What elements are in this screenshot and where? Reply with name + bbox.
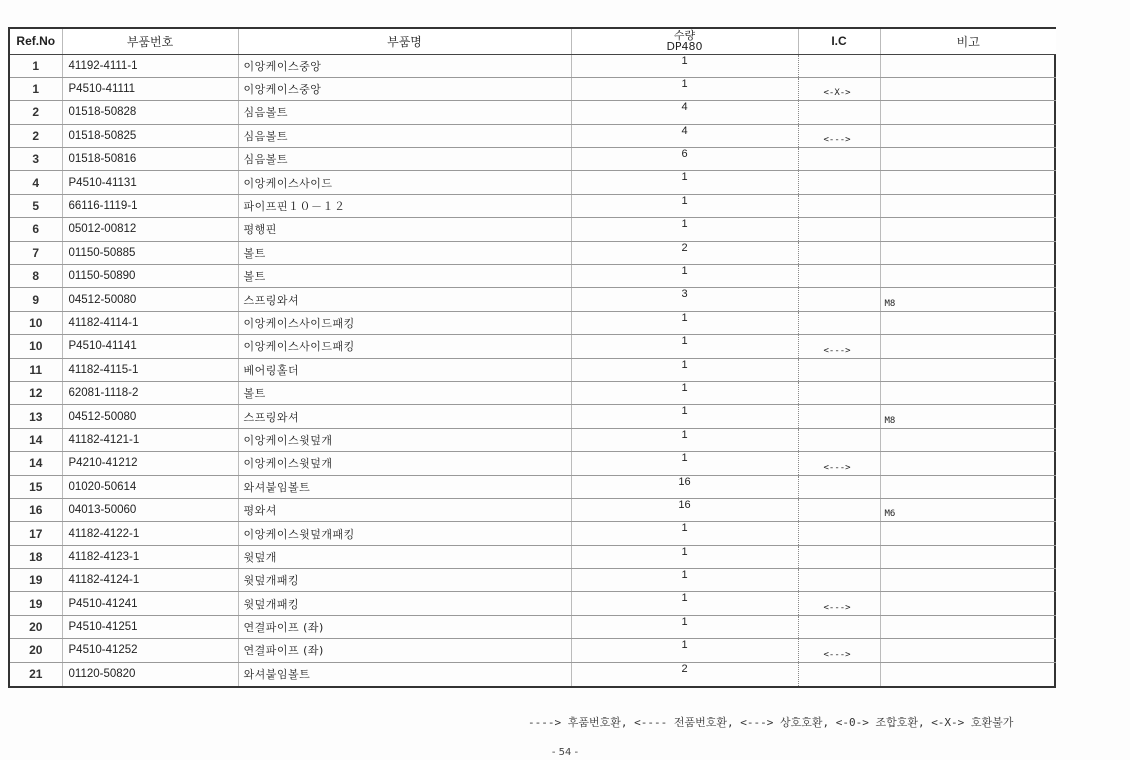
interchange-cell: [798, 475, 880, 498]
interchange-cell: [798, 615, 880, 638]
table-row: [10, 194, 1056, 217]
part-number-cell: 04512-50080: [62, 288, 238, 311]
part-number-cell: 01150-50885: [62, 241, 238, 264]
header-part-name: 부품명: [238, 29, 571, 54]
quantity-cell: 1: [571, 405, 798, 428]
part-number-cell: 66116-1119-1: [62, 194, 238, 217]
quantity-cell: 1: [571, 545, 798, 568]
part-name-cell: 이앙케이스사이드: [238, 171, 571, 194]
part-number-cell: 41182-4124-1: [62, 569, 238, 592]
part-number-cell: P4510-41111: [62, 77, 238, 100]
remarks-cell: [880, 662, 1056, 685]
remarks-cell: [880, 101, 1056, 124]
remarks-cell: [880, 592, 1056, 615]
header-part-number: 부품번호: [62, 29, 238, 54]
table-row: [10, 405, 1056, 428]
ref-no-cell: 3: [10, 148, 62, 171]
quantity-cell: 1: [571, 335, 798, 358]
quantity-cell: 16: [571, 475, 798, 498]
interchange-cell: <--->: [798, 639, 880, 662]
interchange-cell: [798, 428, 880, 451]
table-row: [10, 124, 1056, 147]
interchange-cell: [798, 381, 880, 404]
quantity-cell: 1: [571, 452, 798, 475]
ref-no-cell: 2: [10, 124, 62, 147]
part-name-cell: 평와셔: [238, 498, 571, 521]
part-number-cell: 01518-50828: [62, 101, 238, 124]
part-name-cell: 이앙케이스윗덮개패킹: [238, 522, 571, 545]
page-number: - 54 -: [551, 747, 579, 758]
interchange-cell: <--->: [798, 335, 880, 358]
ref-no-cell: 9: [10, 288, 62, 311]
ref-no-cell: 13: [10, 405, 62, 428]
interchange-cell: [798, 265, 880, 288]
remarks-cell: [880, 428, 1056, 451]
part-number-cell: 04013-50060: [62, 498, 238, 521]
table-row: [10, 639, 1056, 662]
interchange-cell: [798, 358, 880, 381]
quantity-cell: 1: [571, 77, 798, 100]
ref-no-cell: 20: [10, 639, 62, 662]
ref-no-cell: 8: [10, 265, 62, 288]
quantity-cell: 1: [571, 592, 798, 615]
quantity-cell: 1: [571, 218, 798, 241]
ref-no-cell: 11: [10, 358, 62, 381]
table-row: [10, 662, 1056, 685]
part-number-cell: 01020-50614: [62, 475, 238, 498]
table-row: [10, 381, 1056, 404]
part-name-cell: 와셔붙임볼트: [238, 662, 571, 685]
interchange-cell: [798, 241, 880, 264]
quantity-cell: 1: [571, 54, 798, 77]
part-name-cell: 이앙케이스윗덮개: [238, 452, 571, 475]
part-name-cell: 스프링와셔: [238, 288, 571, 311]
part-number-cell: P4510-41251: [62, 615, 238, 638]
interchange-cell: [798, 498, 880, 521]
quantity-cell: 1: [571, 194, 798, 217]
interchange-cell: [798, 311, 880, 334]
interchange-cell: <-X->: [798, 77, 880, 100]
ref-no-cell: 7: [10, 241, 62, 264]
part-name-cell: 심음볼트: [238, 101, 571, 124]
part-name-cell: 파이프핀１０－１２: [238, 194, 571, 217]
table-row: [10, 452, 1056, 475]
remarks-cell: [880, 545, 1056, 568]
header-quantity: [571, 29, 798, 54]
interchange-cell: [798, 522, 880, 545]
remarks-cell: [880, 381, 1056, 404]
part-name-cell: 연결파이프 (좌): [238, 615, 571, 638]
interchange-cell: <--->: [798, 592, 880, 615]
remarks-cell: [880, 194, 1056, 217]
remarks-cell: [880, 522, 1056, 545]
part-name-cell: 연결파이프 (좌): [238, 639, 571, 662]
interchange-cell: [798, 194, 880, 217]
table-row: [10, 288, 1056, 311]
table-row: [10, 428, 1056, 451]
table-row: [10, 522, 1056, 545]
header-interchange: I.C: [798, 29, 880, 54]
ref-no-cell: 6: [10, 218, 62, 241]
table-row: [10, 335, 1056, 358]
part-number-cell: 41192-4111-1: [62, 54, 238, 77]
quantity-cell: 1: [571, 615, 798, 638]
interchange-cell: [798, 662, 880, 685]
part-number-cell: 01120-50820: [62, 662, 238, 685]
part-name-cell: 평행핀: [238, 218, 571, 241]
remarks-cell: [880, 218, 1056, 241]
part-name-cell: 볼트: [238, 241, 571, 264]
part-name-cell: 윗덮개패킹: [238, 592, 571, 615]
ref-no-cell: 19: [10, 592, 62, 615]
quantity-cell: 1: [571, 358, 798, 381]
part-number-cell: 62081-1118-2: [62, 381, 238, 404]
remarks-cell: M6: [880, 498, 1056, 521]
remarks-cell: [880, 241, 1056, 264]
table-row: [10, 77, 1056, 100]
parts-table-body: [10, 54, 1056, 686]
ref-no-cell: 2: [10, 101, 62, 124]
ref-no-cell: 4: [10, 171, 62, 194]
remarks-cell: [880, 452, 1056, 475]
parts-table: [10, 29, 1056, 686]
ref-no-cell: 5: [10, 194, 62, 217]
part-number-cell: 04512-50080: [62, 405, 238, 428]
part-name-cell: 이앙케이스중앙: [238, 77, 571, 100]
table-row: [10, 498, 1056, 521]
table-row: [10, 54, 1056, 77]
quantity-cell: 6: [571, 148, 798, 171]
table-header-row: [10, 29, 1056, 54]
quantity-cell: 1: [571, 265, 798, 288]
remarks-cell: [880, 475, 1056, 498]
interchange-cell: [798, 405, 880, 428]
part-name-cell: 심음볼트: [238, 124, 571, 147]
header-ref-no: Ref.No: [10, 29, 62, 54]
interchange-cell: [798, 54, 880, 77]
quantity-cell: 1: [571, 428, 798, 451]
remarks-cell: [880, 148, 1056, 171]
part-name-cell: 스프링와셔: [238, 405, 571, 428]
table-row: [10, 241, 1056, 264]
table-row: [10, 101, 1056, 124]
ref-no-cell: 16: [10, 498, 62, 521]
quantity-cell: 3: [571, 288, 798, 311]
remarks-cell: [880, 171, 1056, 194]
quantity-cell: 4: [571, 124, 798, 147]
ref-no-cell: 14: [10, 428, 62, 451]
ref-no-cell: 18: [10, 545, 62, 568]
ref-no-cell: 17: [10, 522, 62, 545]
table-row: [10, 545, 1056, 568]
part-number-cell: P4510-41252: [62, 639, 238, 662]
remarks-cell: [880, 358, 1056, 381]
part-number-cell: 01150-50890: [62, 265, 238, 288]
ref-no-cell: 15: [10, 475, 62, 498]
ref-no-cell: 1: [10, 54, 62, 77]
quantity-cell: 1: [571, 639, 798, 662]
interchange-cell: [798, 218, 880, 241]
table-row: [10, 615, 1056, 638]
part-name-cell: 윗덮개패킹: [238, 569, 571, 592]
table-row: [10, 218, 1056, 241]
part-number-cell: 41182-4123-1: [62, 545, 238, 568]
table-row: [10, 569, 1056, 592]
part-name-cell: 심음볼트: [238, 148, 571, 171]
table-row: [10, 475, 1056, 498]
header-quantity-model: DP480: [666, 40, 703, 54]
part-number-cell: P4510-41131: [62, 171, 238, 194]
part-name-cell: 이앙케이스윗덮개: [238, 428, 571, 451]
quantity-cell: 1: [571, 171, 798, 194]
remarks-cell: [880, 311, 1056, 334]
part-name-cell: 베어링홀더: [238, 358, 571, 381]
remarks-cell: [880, 124, 1056, 147]
remarks-cell: M8: [880, 288, 1056, 311]
quantity-cell: 2: [571, 241, 798, 264]
ref-no-cell: 12: [10, 381, 62, 404]
part-name-cell: 볼트: [238, 381, 571, 404]
quantity-cell: 16: [571, 498, 798, 521]
quantity-cell: 4: [571, 101, 798, 124]
interchange-cell: <--->: [798, 124, 880, 147]
part-number-cell: 41182-4114-1: [62, 311, 238, 334]
parts-table-frame: [8, 27, 1056, 688]
interchange-legend: ----> 후품번호환, <---- 전품번호환, <---> 상호호환, <-0-> 조합호환, <-X-> 호환불가: [528, 716, 1014, 729]
ref-no-cell: 10: [10, 311, 62, 334]
header-quantity-label: 수량: [673, 29, 696, 43]
table-row: [10, 148, 1056, 171]
part-number-cell: P4510-41241: [62, 592, 238, 615]
quantity-cell: 1: [571, 381, 798, 404]
part-number-cell: 01518-50816: [62, 148, 238, 171]
remarks-cell: [880, 569, 1056, 592]
remarks-cell: M8: [880, 405, 1056, 428]
interchange-cell: <--->: [798, 452, 880, 475]
quantity-cell: 1: [571, 569, 798, 592]
table-row: [10, 592, 1056, 615]
part-name-cell: 이앙케이스중앙: [238, 54, 571, 77]
part-number-cell: 05012-00812: [62, 218, 238, 241]
quantity-cell: 1: [571, 522, 798, 545]
quantity-cell: 1: [571, 311, 798, 334]
table-row: [10, 171, 1056, 194]
header-remarks: 비고: [880, 29, 1056, 54]
part-number-cell: 41182-4121-1: [62, 428, 238, 451]
interchange-cell: [798, 545, 880, 568]
ref-no-cell: 19: [10, 569, 62, 592]
interchange-cell: [798, 288, 880, 311]
remarks-cell: [880, 265, 1056, 288]
part-name-cell: 이앙케이스사이드패킹: [238, 335, 571, 358]
remarks-cell: [880, 54, 1056, 77]
ref-no-cell: 20: [10, 615, 62, 638]
ref-no-cell: 21: [10, 662, 62, 685]
part-name-cell: 이앙케이스사이드패킹: [238, 311, 571, 334]
table-row: [10, 265, 1056, 288]
table-row: [10, 311, 1056, 334]
part-number-cell: 41182-4122-1: [62, 522, 238, 545]
part-number-cell: 01518-50825: [62, 124, 238, 147]
ref-no-cell: 1: [10, 77, 62, 100]
remarks-cell: [880, 335, 1056, 358]
table-row: [10, 358, 1056, 381]
ref-no-cell: 14: [10, 452, 62, 475]
remarks-cell: [880, 615, 1056, 638]
part-number-cell: P4510-41141: [62, 335, 238, 358]
part-name-cell: 와셔붙임볼트: [238, 475, 571, 498]
interchange-cell: [798, 569, 880, 592]
ref-no-cell: 10: [10, 335, 62, 358]
part-name-cell: 볼트: [238, 265, 571, 288]
interchange-cell: [798, 101, 880, 124]
interchange-cell: [798, 148, 880, 171]
remarks-cell: [880, 639, 1056, 662]
part-number-cell: P4210-41212: [62, 452, 238, 475]
remarks-cell: [880, 77, 1056, 100]
part-number-cell: 41182-4115-1: [62, 358, 238, 381]
quantity-cell: 2: [571, 662, 798, 685]
part-name-cell: 윗덮개: [238, 545, 571, 568]
interchange-cell: [798, 171, 880, 194]
